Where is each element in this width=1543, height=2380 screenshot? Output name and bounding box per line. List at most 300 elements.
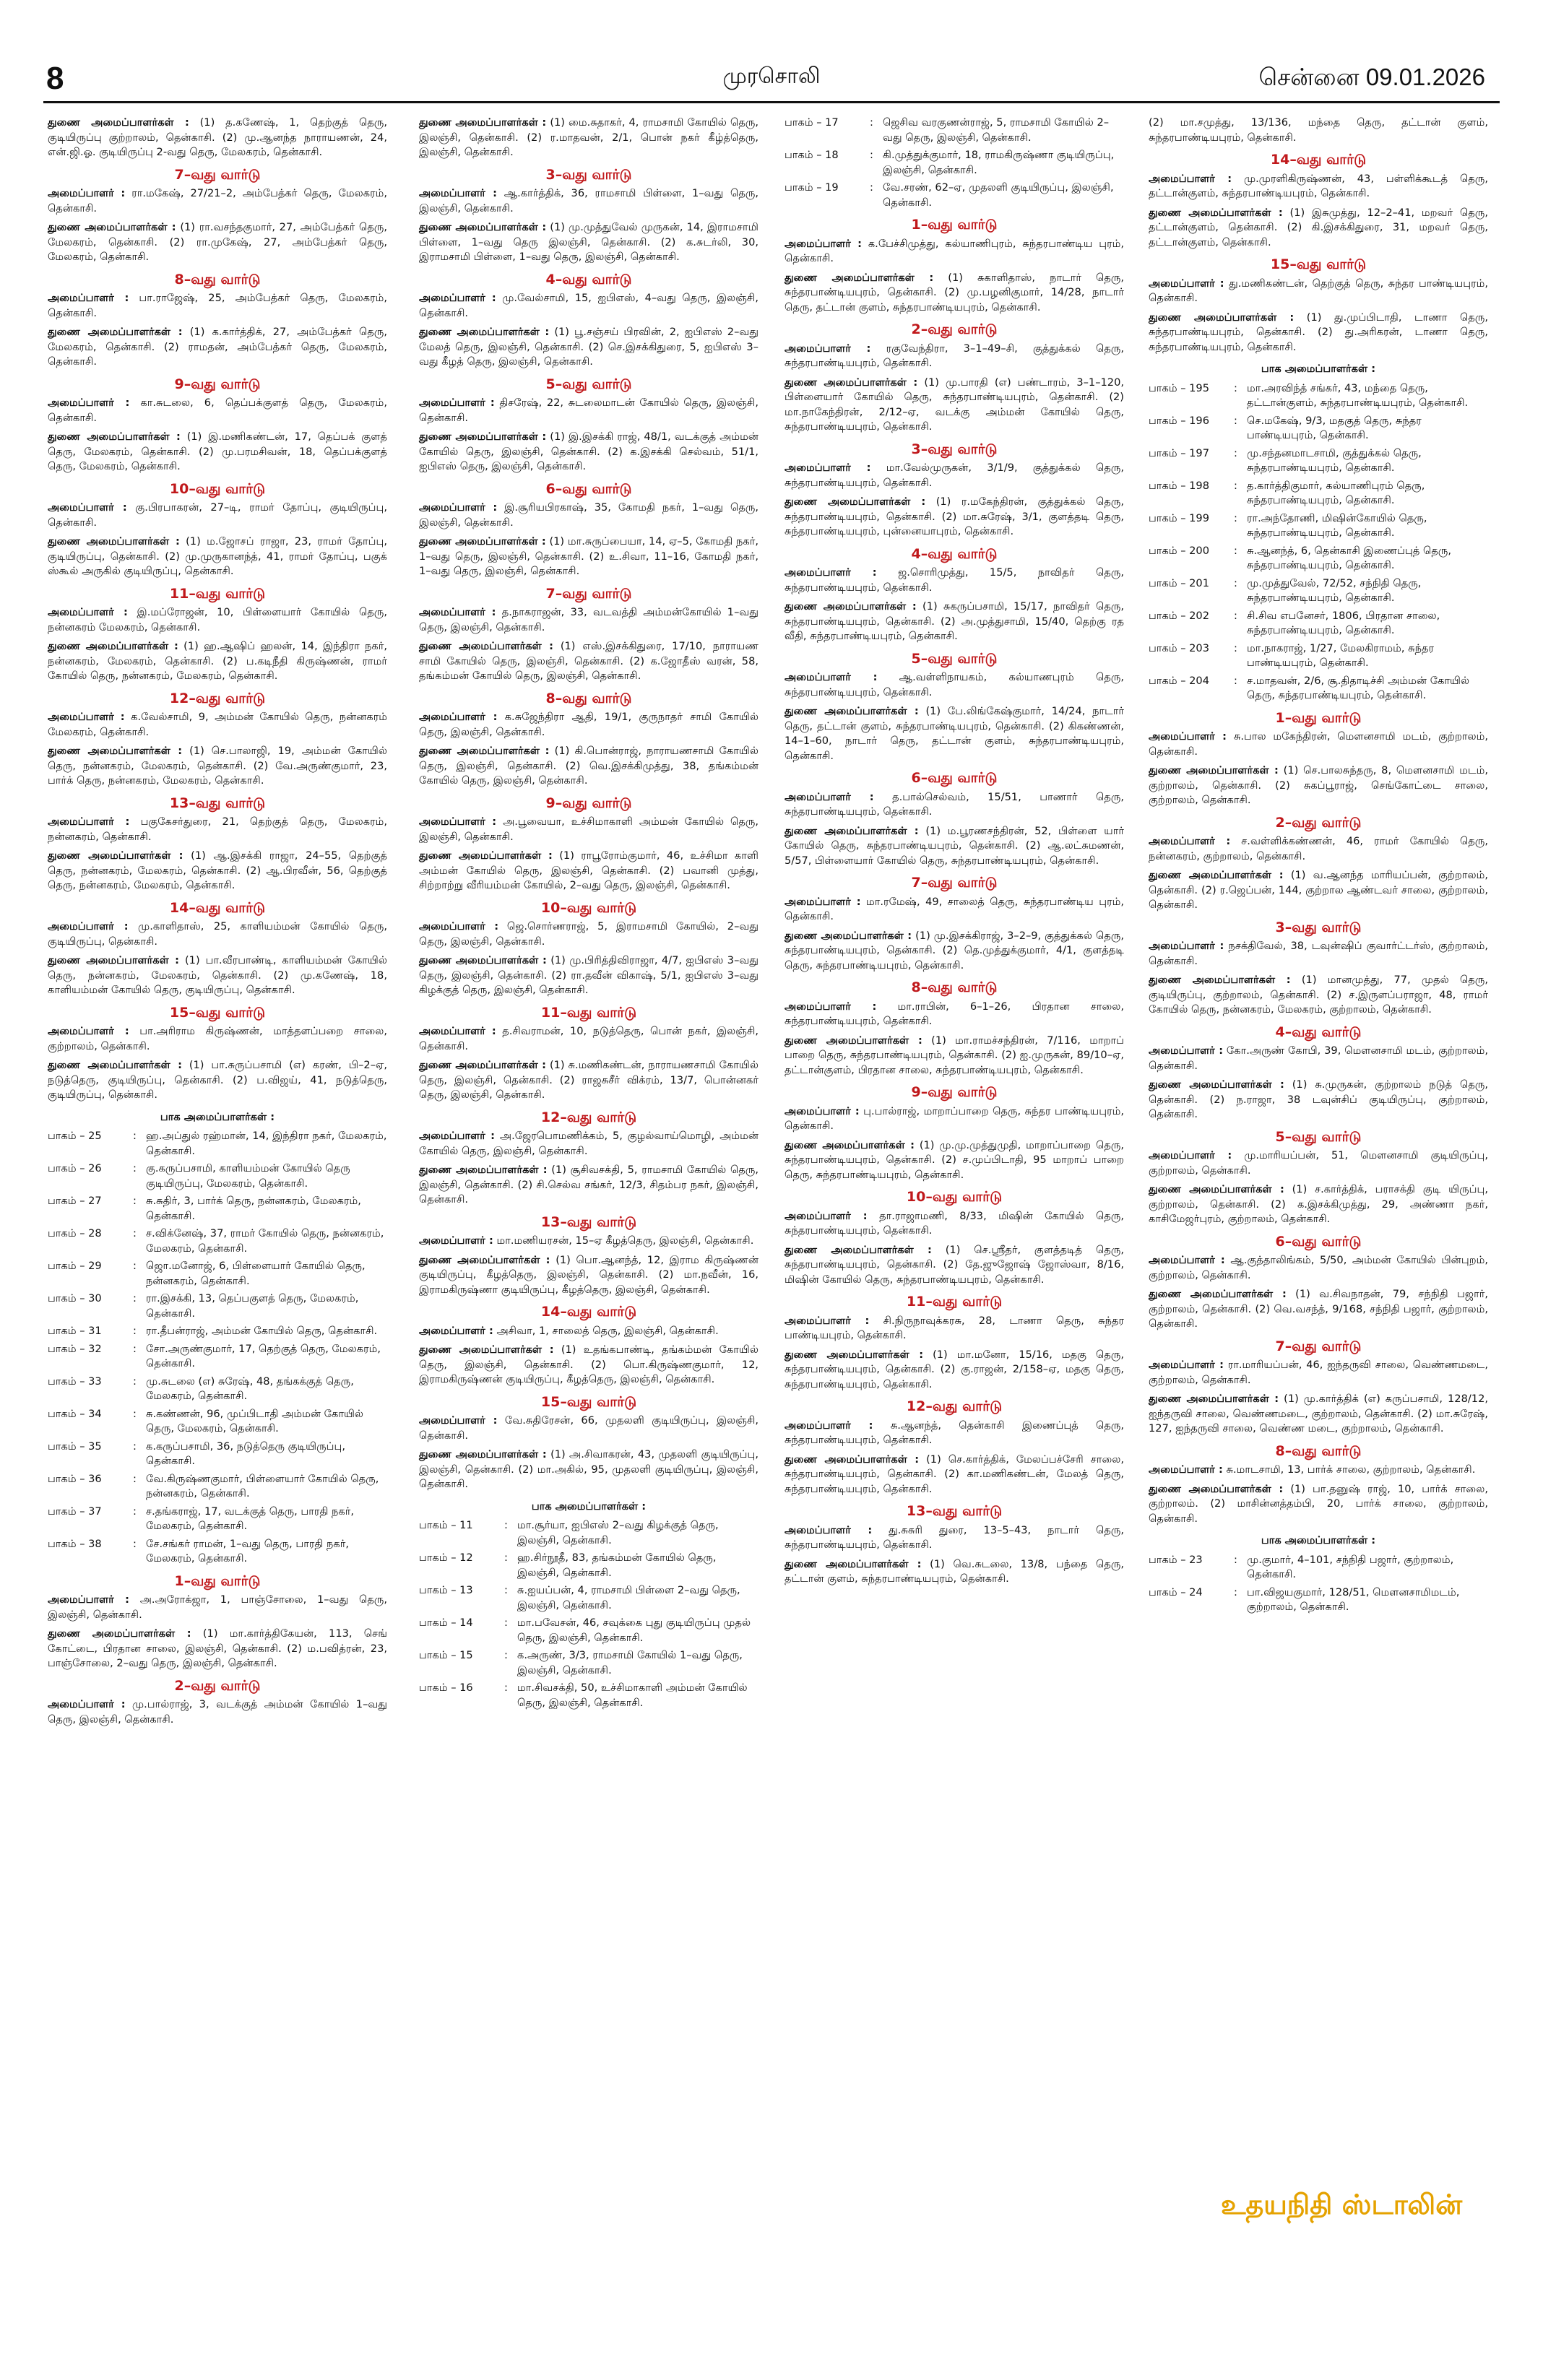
entry-role-label: அமைப்பாளர் :	[785, 566, 877, 579]
booth-number: பாகம் – 195	[1149, 381, 1209, 394]
entry-details: (1) ரா.வசந்தகுமார், 27, அம்பேத்கர் தெரு, மேலகரம், தென்காசி. (2) ரா.முகேஷ், 27, அம்பேத்கர் தெரு, மேலகரம், தென்காசி.	[48, 221, 387, 263]
booth-number: பாகம் – 199	[1149, 511, 1209, 524]
booth-colon: :	[504, 1617, 508, 1629]
booth-number: பாகம் – 15	[419, 1649, 473, 1661]
entry-details: (1) பொ.ஆனந்த், 12, இராம கிருஷ்ணன் குடியிருப்பு, கீழத்தெரு, இலஞ்சி, தென்காசி. (2) மா.நவீன், 16, இராமகிருஷ்ணா குடியிருப்பு, கீழத்தெரு, இலஞ்சி, தென்காசி.	[419, 1253, 758, 1296]
entry-paragraph	[48, 116, 387, 160]
entry-paragraph	[48, 1593, 387, 1622]
entry-paragraph	[419, 1253, 758, 1298]
entry-details: (1) இ.இசக்கி ராஜ், 48/1, வடக்குத் அம்மன் கோயில் தெரு, இலஞ்சி, தென்காசி. (2) க.இசக்கி செல்வம், 51/1, ஐபிஎஸ் தெரு, இலஞ்சி, தென்காசி.	[419, 430, 758, 472]
booth-number: பாகம் – 16	[419, 1682, 473, 1694]
booth-entry	[419, 1551, 758, 1580]
booth-details: ரா.இசக்கி, 13, தெப்பகுளத் தெரு, மேலகரம், தென்காசி.	[146, 1292, 359, 1320]
entry-paragraph	[785, 895, 1124, 925]
entry-role-label: துணை அமைப்பாளர்கள் :	[785, 271, 934, 284]
entry-details: து.சுசுரி துரை, 13–5–43, நாடார் தெரு, சுந்தரபாண்டியபுரம், தென்காசி.	[785, 1523, 1125, 1551]
ward-heading: 15–வது வார்டு	[540, 1393, 637, 1410]
entry-paragraph	[1149, 1148, 1488, 1178]
booth-entry	[48, 1375, 387, 1404]
booth-details: ரா.அந்தோணி, மிஷின்கோயில் தெரு, சுந்தரபாண்டியபுரம், தென்காசி.	[1247, 511, 1427, 539]
entry-role-label: அமைப்பாளர் :	[48, 920, 129, 932]
booth-details: மா.சூர்யா, ஐபிஎஸ் 2–வது கிழக்குத் தெரு, இலஞ்சி, தென்காசி.	[517, 1519, 719, 1546]
booth-entry	[48, 1505, 387, 1534]
entry-details: (1) வ.சிவநாதன், 79, சந்நிதி பஜார், குற்றாலம், தென்காசி. (2) வெ.வசந்த், 9/168, சந்நிதி பஜார், குற்றாலம், தென்காசி.	[1149, 1288, 1488, 1330]
entry-role-label: துணை அமைப்பாளர்கள் :	[48, 1059, 182, 1071]
entry-details: (1) எஸ்.இசக்கிதுரை, 17/10, நாராயண சாமி கோயில் தெரு, இலஞ்சி, தென்காசி. (2) க.ஜோதீஸ் வரன், 58, தங்கம்மன் கோயில் தெரு, இலஞ்சி, தென்காசி.	[419, 640, 758, 682]
booth-entry	[48, 1324, 387, 1339]
entry-details: (1) த.கணேஷ், 1, தெற்குத் தெரு, குடியிருப்பு குற்றாலம், தென்காசி. (2) மு.ஆனந்த நாராயணன், 24, என்.ஜி.ஓ. குடியிருப்பு 2-வது தெரு, மேலகரம், தென்காசி.	[48, 116, 388, 158]
entry-details: பா.அரிராம கிருஷ்ணன், மாத்தளப்பறை சாலை, குற்றாலம், தென்காசி.	[48, 1025, 388, 1052]
booth-number: பாகம் – 200	[1149, 544, 1209, 557]
entry-role-label: துணை அமைப்பாளர்கள் :	[1149, 764, 1279, 776]
entry-details: (1) மை.சுதாகர், 4, ராமசாமி கோயில் தெரு, இலஞ்சி, தென்காசி. (2) ர.மாதவன், 2/1, பொன் நகர் கீழ்த்தெரு, இலஞ்சி, தென்காசி.	[419, 116, 758, 158]
entry-role-label: துணை அமைப்பாளர்கள் :	[1149, 1078, 1284, 1091]
entry-details: (1) வெ.சுடலை, 13/8, பந்தை தெரு, தட்டான் குளம், சுந்தரபாண்டியபுரம், தென்காசி.	[785, 1557, 1125, 1585]
booth-details: மு.சுடலை (எ) சுரேஷ், 48, தங்கக்குத் தெரு, மேலகரம், தென்காசி.	[146, 1375, 354, 1402]
entry-role-label: அமைப்பாளர் :	[1149, 1149, 1232, 1161]
entry-paragraph	[785, 271, 1124, 316]
masthead	[0, 0, 1543, 108]
entry-details: (1) உதங்கபாண்டி, தங்கம்மன் கோயில் தெரு, இலஞ்சி, தென்காசி. (2) பொ.கிருஷ்ணகுமார், 12, இராமகிருஷ்ணன் குடியிருப்பு, கீழத்தெரு, இலஞ்சி, தென்காசி.	[419, 1343, 758, 1385]
booth-colon: :	[1234, 1585, 1237, 1598]
entry-role-label: துணை அமைப்பாளர்கள் :	[419, 954, 547, 966]
ward-heading: 10–வது வார்டு	[169, 480, 266, 497]
booth-colon: :	[133, 1325, 137, 1337]
booth-details: ச.தங்கராஜ், 17, வடக்குத் தெரு, பாரதி நகர், மேலகரம், தென்காசி.	[146, 1505, 354, 1532]
booth-colon: :	[133, 1472, 137, 1485]
booth-number: பாகம் – 33	[48, 1375, 102, 1388]
column-4	[1149, 116, 1488, 1618]
entry-details: (1) பா.சுருப்பசாமி (எ) கரண், பி–2–ஏ, நடுத்தெரு, குடியிருப்பு, தென்காசி. (2) ப.விஜய், 41, நடுத்தெரு, குடியிருப்பு, தென்காசி.	[48, 1059, 388, 1101]
entry-paragraph	[48, 220, 387, 265]
entry-details: (1) ர.மகேந்திரன், குத்துக்கல் தெரு, சுந்தரபாண்டியபுரம், தென்காசி. (2) மா.சுரேஷ், 3/1, குளத்தடி தெரு, சுந்தரபாண்டியபுரம், புன்னையாபுரம், தென்காசி.	[785, 496, 1125, 537]
entry-paragraph	[785, 1243, 1124, 1288]
entry-details: (1) பா.தனுஷ் ராஜ், 10, பார்க் சாலை, குற்றாலம். (2) மாசின்னத்தம்பி, 20, பார்க் சாலை, குற்றாலம், தென்காசி.	[1149, 1482, 1488, 1525]
booth-number: பாகம் – 28	[48, 1227, 102, 1239]
ward-heading: 10–வது வார்டு	[906, 1189, 1003, 1205]
ward-heading: 12–வது வார்டு	[540, 1109, 637, 1125]
entry-paragraph	[785, 1523, 1124, 1553]
booth-details: ச.விக்னேஷ், 37, ராமர் கோயில் தெரு, நன்னகரம், மேலகரம், தென்காசி.	[146, 1227, 384, 1255]
booth-number: பாகம் – 14	[419, 1617, 473, 1629]
booth-colon: :	[133, 1292, 137, 1304]
entry-paragraph	[48, 186, 387, 216]
booth-details: மா.பவேசன், 46, சவுக்கை புது குடியிருப்பு முதல் தெரு, இலஞ்சி, தென்காசி.	[517, 1617, 751, 1644]
entry-role-label: அமைப்பாளர் :	[419, 187, 497, 199]
booth-number: பாகம் – 198	[1149, 479, 1209, 492]
entry-details: த.பால்செல்வம், 15/51, பாணார் தெரு, சுந்தரபாண்டியபுரம், தென்காசி.	[785, 790, 1125, 818]
ward-heading: 14–வது வார்டு	[540, 1304, 637, 1320]
entry-role-label: துணை அமைப்பாளர்கள் :	[1149, 869, 1284, 881]
entry-role-label: அமைப்பாளர் :	[419, 501, 498, 514]
ward-heading: 7–வது வார்டு	[174, 166, 261, 183]
dateline: சென்னை 09.01.2026	[1258, 64, 1485, 90]
booth-entry	[48, 1342, 387, 1372]
entry-role-label: துணை அமைப்பாளர்கள் :	[785, 1453, 920, 1466]
booth-entry	[1149, 609, 1488, 639]
entry-role-label: அமைப்பாளர் :	[1149, 1254, 1225, 1266]
entry-role-label: அமைப்பாளர் :	[48, 1698, 126, 1710]
entry-role-label: துணை அமைப்பாளர்கள் :	[785, 929, 912, 942]
entry-details: பா.ராஜேஷ், 25, அம்பேத்கர் தெரு, மேலகரம், தென்காசி.	[48, 292, 387, 319]
entry-details: (1) செ.பாலாஜி, 19, அம்மன் கோயில் தெரு, நன்னகரம், மேலகரம், தென்காசி. (2) வே.அருண்குமார், 23, பார்க் தெரு, நன்னகரம், மேலகரம், தென்காசி.	[48, 745, 388, 787]
entry-role-label: துணை அமைப்பாளர்கள் :	[419, 640, 553, 652]
booth-entry	[419, 1681, 758, 1710]
ward-heading: 3–வது வார்டு	[911, 441, 998, 457]
entry-paragraph	[48, 501, 387, 530]
entry-paragraph	[419, 849, 758, 893]
entry-role-label: அமைப்பாளர் :	[419, 1025, 496, 1037]
entry-paragraph	[1149, 763, 1488, 808]
booth-details: ச.மாதவன், 2/6, சூ.திதாடிச்சி அம்மன் கோயில் தெரு, சுந்தரபாண்டியபுரம், தென்காசி.	[1247, 674, 1470, 701]
entry-paragraph	[1149, 1358, 1488, 1388]
entry-paragraph	[419, 501, 758, 530]
entry-role-label: அமைப்பாளர் :	[48, 1593, 129, 1606]
entry-paragraph	[48, 535, 387, 579]
entry-details: (1) மு.கார்த்திக் (எ) கருப்பசாமி, 128/12, ஐந்தருவி சாலை, வெண்ணமடை, குற்றாலம், தென்காசி. (2) மா.சுரேஷ், 127, ஐந்தருவி சாலை, வெண்ண மடை, குற்றாலம், தென்காசி.	[1149, 1393, 1488, 1435]
entry-role-label: துணை அமைப்பாளர்கள் :	[48, 326, 183, 338]
booth-colon: :	[133, 1407, 137, 1420]
entry-role-label: துணை அமைப்பாளர்கள் :	[48, 745, 183, 757]
entry-paragraph	[785, 566, 1124, 595]
ward-heading: 10–வது வார்டு	[540, 899, 637, 916]
entry-role-label: அமைப்பாளர் :	[419, 920, 499, 932]
entry-role-label: அமைப்பாளர் :	[1149, 1359, 1224, 1371]
ward-heading: 15–வது வார்டு	[1270, 256, 1367, 272]
header-rule	[43, 101, 1500, 103]
entry-details: (1) ம.ஜோசப் ராஜா, 23, ராமர் தோப்பு, குடியிருப்பு, தென்காசி. (2) மு.முருகானந்த், 41, ராமர் தோப்பு, பகுக் ஸ்கூல் அருகில் குடியிருப்பு, தென்காசி.	[48, 535, 387, 577]
booth-details: மு.குமார், 4–101, சந்நிதி பஜார், குற்றாலம், தென்காசி.	[1247, 1553, 1454, 1580]
ward-heading: 8–வது வார்டு	[1275, 1442, 1362, 1459]
entry-details: (1) சு.முருகன், குற்றாலம் நடுத் தெரு, தென்காசி. (2) ந.ராஜா, 38 டவுன்சிப் குடியிருப்பு, குற்றாலம், தென்காசி.	[1149, 1078, 1488, 1120]
booth-details: வே.சரண், 62–ஏ, முதலளி குடியிருப்பு, இலஞ்சி, தென்காசி.	[883, 181, 1114, 209]
entry-paragraph	[1149, 1253, 1488, 1283]
entry-role-label: துணை அமைப்பாளர்கள் :	[419, 326, 550, 338]
entry-paragraph	[785, 1104, 1124, 1134]
entry-paragraph	[785, 1000, 1124, 1029]
entry-details: (1) சூசிவசக்தி, 5, ராமசாமி கோயில் தெரு, இலஞ்சி, தென்காசி. (2) சி.செல்வ சங்கர், 12/3, சிதம்பர நகர், இலஞ்சி, தென்காசி.	[419, 1164, 758, 1206]
entry-role-label: துணை அமைப்பாளர்கள் :	[419, 1448, 547, 1461]
ward-heading: 6–வது வார்டு	[1275, 1233, 1362, 1250]
booth-number: பாகம் – 24	[1149, 1585, 1203, 1598]
column-2	[419, 116, 758, 1713]
entry-role-label: அமைப்பாளர் :	[419, 292, 496, 304]
booth-number: பாகம் – 11	[419, 1519, 473, 1531]
entry-paragraph	[1149, 939, 1488, 969]
entry-paragraph	[1149, 834, 1488, 864]
booth-entry	[1149, 641, 1488, 671]
entry-details: சி.நிருநாவுக்கரசு, 28, டாணா தெரு, சுந்தர பாண்டியபுரம், தென்காசி.	[785, 1314, 1124, 1341]
ward-heading: 13–வது வார்டு	[540, 1213, 637, 1230]
entry-paragraph	[785, 1453, 1124, 1497]
entry-role-label: அமைப்பாளர் :	[785, 895, 861, 908]
ward-heading: 6–வது வார்டு	[911, 770, 998, 786]
entry-role-label: அமைப்பாளர் :	[48, 606, 128, 618]
ward-heading: 8–வது வார்டு	[545, 690, 632, 706]
booth-entry	[419, 1616, 758, 1645]
entry-details: (1) ஆ.இசக்கி ராஜா, 24–55, தெற்குத் தெரு, நன்னகரம், மேலகரம், தென்காசி. (2) ஆ.பிரவீன், 56, தெற்குத் தெரு, நன்னகரம், மேலகரம், தென்காசி.	[48, 849, 388, 891]
entry-paragraph	[419, 815, 758, 844]
entry-role-label: அமைப்பாளர் :	[48, 501, 127, 514]
entry-paragraph	[419, 639, 758, 684]
entry-paragraph	[1149, 1044, 1488, 1073]
column-3	[785, 116, 1124, 1591]
entry-role-label: துணை அமைப்பாளர்கள் :	[785, 1348, 924, 1361]
entry-role-label: அமைப்பாளர் :	[785, 1104, 860, 1117]
booth-colon: :	[133, 1227, 137, 1239]
entry-details: சு.மாடசாமி, 13, பார்க் சாலை, குற்றாலம், தென்காசி.	[1226, 1463, 1476, 1476]
entry-paragraph	[419, 953, 758, 998]
entry-paragraph	[785, 1419, 1124, 1448]
entry-paragraph	[48, 396, 387, 425]
entry-paragraph	[785, 1138, 1124, 1183]
booth-number: பாகம் – 19	[785, 181, 839, 194]
entry-role-label: அமைப்பாளர் :	[1149, 730, 1227, 743]
booth-details: மு.முத்துவேல், 72/52, சந்நிதி தெரு, சுந்தரபாண்டியபுரம், தென்காசி.	[1247, 576, 1422, 604]
entry-details: (1) மு.முத்துவேல் முருகன், 14, இராமசாமி பிள்ளை, 1–வது தெரு இலஞ்சி, தென்காசி. (2) க.சுடர்லி, 30, இராமசாமி பிள்ளை, 1–வது தெரு, இலஞ்சி, தென்காசி.	[419, 221, 759, 263]
entry-role-label: அமைப்பாளர் :	[785, 1419, 873, 1432]
entry-role-label: துணை அமைப்பாளர்கள் :	[785, 1138, 915, 1151]
entry-role-label: அமைப்பாளர் :	[48, 397, 130, 409]
entry-paragraph	[1149, 868, 1488, 913]
booth-entry	[1149, 446, 1488, 476]
ward-heading: 4–வது வார்டு	[545, 271, 632, 287]
booth-colon: :	[133, 1375, 137, 1388]
booth-entry	[48, 1291, 387, 1321]
entry-details: (1) மு.பிரித்திவிராஜா, 4/7, ஐபிஎஸ் 3–வது தெரு, இலஞ்சி, தென்காசி. (2) ரா.தவீன் விகாஷ், 5/1, ஐபிஎஸ் 3–வது கிழக்குத் தெரு, இலஞ்சி, தென்காசி.	[419, 954, 758, 996]
entry-paragraph	[419, 1024, 758, 1054]
booth-details: சோ.அருண்குமார், 17, தெற்குத் தெரு, மேலகரம், தென்காசி.	[146, 1342, 381, 1369]
entry-paragraph	[48, 1627, 387, 1671]
booth-entry	[1149, 381, 1488, 411]
entry-details: (1) மு.பாரதி (எ) பண்டாரம், 3–1–120, பிள்ளையார் கோயில் தெரு, சுந்தரபாண்டியபுரம், தென்காசி. (2) மா.நாகேந்திரன், 2/12–ஏ, வடக்கு அம்மன் கோயில் தெரு, சுந்தரபாண்டியபுரம், தென்காசி.	[785, 376, 1125, 433]
entry-paragraph	[1149, 1482, 1488, 1527]
booth-details: சு.கண்ணன், 96, முப்பிடாதி அம்மன் கோயில் தெரு, மேலகரம், தென்காசி.	[146, 1407, 364, 1435]
entry-role-label: அமைப்பாளர் :	[48, 1025, 129, 1037]
entry-details: கோ.அருண் கோபி, 39, மௌனசாமி மடம், குற்றாலம், தென்காசி.	[1149, 1044, 1489, 1072]
entry-details: மு.காளிதாஸ், 25, காளியம்மன் கோயில் தெரு, குடியிருப்பு, தென்காசி.	[48, 920, 387, 948]
entry-paragraph	[419, 116, 758, 160]
entry-details: இ.சூரியபிரகாஷ், 35, கோமதி நகர், 1–வது தெரு, இலஞ்சி, தென்காசி.	[419, 501, 759, 529]
entry-paragraph	[419, 1234, 758, 1249]
booth-number: பாகம் – 37	[48, 1505, 102, 1518]
entry-role-label: அமைப்பாளர் :	[1149, 1463, 1223, 1476]
booth-entry	[1149, 479, 1488, 509]
entry-details: மா.வேல்முருகன், 3/1/9, குத்துக்கல் தெரு, சுந்தரபாண்டியபுரம், தென்காசி.	[785, 462, 1124, 489]
entry-paragraph	[419, 1414, 758, 1443]
booth-number: பாகம் – 38	[48, 1537, 102, 1550]
entry-paragraph	[785, 495, 1124, 540]
entry-role-label: அமைப்பாளர் :	[419, 1324, 493, 1337]
booth-details: க.அருண், 3/3, ராமசாமி கோயில் 1–வது தெரு, இலஞ்சி, தென்காசி.	[517, 1649, 743, 1676]
ward-heading: 11–வது வார்டு	[540, 1004, 637, 1021]
entry-details: சு.பால மகேந்திரன், மௌனசாமி மடம், குற்றாலம், தென்காசி.	[1149, 730, 1488, 758]
booth-number: பாகம் – 26	[48, 1162, 102, 1174]
entry-paragraph	[48, 1697, 387, 1727]
booth-number: பாகம் – 201	[1149, 576, 1209, 589]
ward-heading: 8–வது வார்டு	[911, 979, 998, 995]
booth-colon: :	[133, 1130, 137, 1142]
entry-details: (1) இ.மணிகண்டன், 17, தெப்பக் குளத் தெரு, மேலகரம், தென்காசி. (2) மு.பரமசிவன், 18, தெப்பக்குளத் தெரு, மேலகரம், தென்காசி.	[48, 430, 387, 472]
booth-details: சு.சுதிர், 3, பார்க் தெரு, நன்னகரம், மேலகரம், தென்காசி.	[146, 1195, 361, 1222]
entry-paragraph	[419, 430, 758, 475]
entry-role-label: அமைப்பாளர் :	[1149, 172, 1232, 185]
entry-paragraph	[419, 1448, 758, 1492]
entry-details: து.மணிகண்டன், தெற்குத் தெரு, சுந்தர பாண்டியபுரம், தென்காசி.	[1149, 277, 1489, 304]
entry-role-label: துணை அமைப்பாளர்கள் :	[1149, 206, 1283, 219]
entry-role-label: அமைப்பாளர் :	[785, 790, 874, 803]
booth-number: பாகம் – 23	[1149, 1553, 1203, 1566]
entry-role-label: துணை அமைப்பாளர்கள் :	[48, 849, 183, 862]
entry-details: (1) பா.வீரபாண்டி, காளியம்மன் கோயில் தெரு, நன்னகரம், மேலகரம், தென்காசி. (2) மு.கணேஷ், 18, காளியம்மன் கோயில் தெரு, குடியிருப்பு, தென்காசி.	[48, 954, 388, 996]
ward-heading: 4–வது வார்டு	[911, 545, 998, 562]
entry-details: (1) பே.லிங்கேஷ்குமார், 14/24, நாடார் தெரு, தட்டான் குளம், சுந்தரபாண்டியபுரம், தென்காசி. (2) கிகண்ணன், 14–1–60, நாடார் தெரு, தட்டான் குளம், சுந்தரபாண்டியபுரம், தென்காசி.	[785, 705, 1124, 762]
entry-role-label: துணை அமைப்பாளர்கள் :	[419, 1059, 547, 1071]
entry-details: க.சுஜேந்திரா ஆதி, 19/1, குருநாதர் சாமி கோயில் தெரு, இலஞ்சி, தென்காசி.	[419, 711, 759, 738]
entry-role-label: அமைப்பாளர் :	[785, 1523, 873, 1536]
entry-role-label: துணை அமைப்பாளர்கள் :	[1149, 1183, 1284, 1195]
entry-paragraph	[48, 1058, 387, 1103]
ward-heading: 13–வது வார்டு	[169, 795, 266, 811]
entry-paragraph	[785, 1314, 1124, 1343]
entry-role-label: அமைப்பாளர் :	[419, 1414, 498, 1427]
entry-paragraph	[785, 600, 1124, 644]
entry-details: திசரேஷ், 22, சுடலைமாடன் கோயில் தெரு, இலஞ்சி, தென்காசி.	[419, 397, 759, 424]
entry-role-label: அமைப்பாளர் :	[1149, 940, 1224, 952]
ward-heading: 14–வது வார்டு	[1270, 152, 1367, 168]
entry-details: பு.பால்ராஜ், மாறாப்பாறை தெரு, சுந்தர பாண்டியபுரம், தென்காசி.	[785, 1104, 1124, 1132]
entry-role-label: அமைப்பாளர் :	[785, 342, 871, 355]
booth-colon: :	[1234, 609, 1237, 622]
ward-heading: 11–வது வார்டு	[906, 1294, 1003, 1310]
booth-entry	[48, 1407, 387, 1437]
entry-details: (1) இசுமுத்து, 12–2–41, மறவர் தெரு, தட்டான்குளம், தென்காசி. (2) கி.இசக்கிதுரை, 31, மறவர் தெரு, தட்டான்குளம், தென்காசி.	[1149, 206, 1489, 248]
booth-details: மு.சந்தனமாடசாமி, குத்துக்கல் தெரு, சுந்தரபாண்டியபுரம், தென்காசி.	[1247, 446, 1422, 474]
entry-paragraph	[48, 430, 387, 475]
booth-details: ஜொ.மனோஜ், 6, பிள்ளையார் கோயில் தெரு, நன்னகரம், தென்காசி.	[146, 1260, 366, 1287]
section-heading: பாக அமைப்பாளர்கள் :	[531, 1500, 647, 1513]
entry-paragraph	[419, 1343, 758, 1388]
entry-paragraph	[419, 744, 758, 789]
entry-role-label: அமைப்பாளர் :	[1149, 277, 1224, 290]
entry-paragraph	[785, 1209, 1124, 1239]
entry-paragraph	[419, 220, 758, 265]
booth-details: ஹ.சிர்நூதீ, 83, தங்கம்மன் கோயில் தெரு, இலஞ்சி, தென்காசி.	[517, 1552, 717, 1579]
booth-number: பாகம் – 31	[48, 1325, 102, 1337]
entry-role-label: அமைப்பாளர் :	[785, 462, 871, 474]
entry-paragraph	[1149, 172, 1488, 202]
entry-details: (1) க.கார்த்திக், 27, அம்பேத்கர் தெரு, மேலகரம், தென்காசி. (2) ராமதன், அம்பேத்கர் தெரு, மேலகரம், தென்காசி.	[48, 326, 387, 368]
entry-paragraph	[48, 325, 387, 370]
ward-heading: 7–வது வார்டு	[545, 585, 632, 602]
entry-details: அசிவா, 1, சாலைத் தெரு, இலஞ்சி, தென்காசி.	[496, 1324, 719, 1337]
entry-paragraph	[1149, 1463, 1488, 1478]
entry-role-label: துணை அமைப்பாளர்கள் :	[1149, 974, 1291, 986]
booth-colon: :	[1234, 544, 1237, 557]
entry-details: மா.மணியரசன், 15–ஏ கீழத்தெரு, இலஞ்சி, தென்காசி.	[496, 1234, 754, 1247]
entry-details: மு.மாரியப்பன், 51, மௌனசாமி குடியிருப்பு, குற்றாலம், தென்காசி.	[1149, 1149, 1489, 1177]
entry-role-label: அமைப்பாளர் :	[785, 671, 878, 683]
booth-details: சி.சிவ எபனேசர், 1806, பிரதான சாலை, சுந்தரபாண்டியபுரம், தென்காசி.	[1247, 609, 1440, 636]
entry-paragraph	[785, 237, 1124, 267]
entry-role-label: அமைப்பாளர் :	[1149, 1044, 1224, 1057]
ward-heading: 13–வது வார்டு	[906, 1503, 1003, 1519]
entry-paragraph	[48, 849, 387, 893]
entry-paragraph	[419, 1163, 758, 1208]
page-number: 8	[46, 61, 64, 96]
booth-number: பாகம் – 204	[1149, 674, 1209, 687]
entry-role-label: துணை அமைப்பாளர்கள் :	[419, 1164, 548, 1176]
booth-colon: :	[1234, 479, 1237, 492]
booth-colon: :	[870, 181, 873, 194]
booth-entry	[1149, 576, 1488, 606]
entry-role-label: அமைப்பாளர் :	[419, 606, 496, 618]
entry-details: க.வேல்சாமி, 9, அம்மன் கோயில் தெரு, நன்னகரம் மேலகரம், தென்காசி.	[48, 711, 388, 738]
entry-role-label: அமைப்பாளர் :	[419, 397, 495, 409]
entry-role-label: துணை அமைப்பாளர்கள் :	[419, 1253, 550, 1266]
ward-heading: 9–வது வார்டு	[545, 795, 632, 811]
entry-details: (1) சுகாளிதாஸ், நாடார் தெரு, சுந்தரபாண்டியபுரம், தென்காசி. (2) மு.பழனிகுமார், 14/28, நாடார் தெரு, தட்டான் குளம், சுந்தரபாண்டியபுரம், தென்காசி.	[785, 271, 1125, 313]
entry-paragraph	[1149, 973, 1488, 1018]
entry-paragraph	[419, 186, 758, 216]
booth-colon: :	[870, 149, 873, 161]
booth-details: சு.ஐயப்பன், 4, ராமசாமி பிள்ளை 2–வது தெரு, இலஞ்சி, தென்காசி.	[517, 1584, 740, 1611]
entry-paragraph	[419, 1129, 758, 1159]
ward-heading: 2–வது வார்டு	[911, 321, 998, 337]
entry-details: மு.வேல்சாமி, 15, ஐபிஎஸ், 4–வது தெரு, இலஞ்சி, தென்காசி.	[419, 292, 758, 319]
entry-details: க.பேச்சிமுத்து, கல்யாணிபுரம், சுந்தரபாண்டிய புரம், தென்காசி.	[785, 237, 1124, 264]
ward-heading: 4–வது வார்டு	[1275, 1024, 1362, 1040]
entry-role-label: அமைப்பாளர் :	[785, 237, 863, 250]
entry-details: (1) ம.பூரணசந்திரன், 52, பிள்ளை யார் கோயில் தெரு, சுந்தரபாண்டியபுரம், தென்காசி. (2) ஆ.லட்சுமணன், 5/57, பிள்ளையார் கோயில் தெரு, சுந்தரபாண்டியபுரம், தென்காசி.	[785, 824, 1124, 867]
booth-number: பாகம் – 197	[1149, 446, 1209, 459]
entry-paragraph	[1149, 206, 1488, 251]
entry-details: (1) செ.ஸ்ரீதர், குளத்தடித் தெரு, சுந்தரபாண்டியபுரம், தென்காசி. (2) தே.ஜுஜோஷ் ஜோஸ்வா, 8/16, மிஷின் கோயில் தெரு, சுந்தரபாண்டியபுரம், தென்காசி.	[785, 1243, 1125, 1286]
entry-paragraph	[419, 325, 758, 370]
entry-details: (1) மா.ராமச்சந்திரன், 7/116, மாறாப் பாறை தெரு, சுந்தரபாண்டியபுரம், தென்காசி. (2) ஐ.முருகன், 89/10–ஏ, தட்டான்குளம், பிரதான சாலை, சுந்தரபாண்டியபுரம், தென்காசி.	[785, 1034, 1125, 1076]
ward-heading: 14–வது வார்டு	[169, 899, 266, 916]
booth-details: சே.சங்கர் ராமன், 1–வது தெரு, பாரதி நகர், மேலகரம், தென்காசி.	[146, 1537, 349, 1565]
booth-entry	[48, 1194, 387, 1224]
booth-details: ரா.தீபன்ராஜ், அம்மன் கோயில் தெரு, தென்காசி.	[146, 1325, 378, 1337]
entry-role-label: அமைப்பாளர் :	[785, 1209, 868, 1222]
newspaper-name: முரசொலி	[722, 64, 821, 89]
booth-number: பாகம் – 29	[48, 1260, 102, 1272]
booth-entry	[419, 1648, 758, 1678]
ward-heading: 9–வது வார்டு	[911, 1084, 998, 1100]
entry-details: (1) ஹ.ஆஷிப் ஹலன், 14, இந்திரா நகர், நன்னகரம், மேலகரம், தென்காசி. (2) ப.கடிநீதி கிருஷ்ணன், ராமர் கோயில் தெரு, நன்னகரம், மேலகரம், தென்காசி.	[48, 640, 388, 682]
entry-paragraph	[419, 535, 758, 579]
entry-role-label: துணை அமைப்பாளர்கள் :	[48, 430, 181, 443]
entry-paragraph	[48, 919, 387, 949]
booth-details: பா.விஜயகுமார், 128/51, மௌனசாமிமடம், குற்றாலம், தென்காசி.	[1247, 1585, 1460, 1613]
entry-role-label: துணை அமைப்பாளர்கள் :	[419, 221, 547, 233]
booth-colon: :	[133, 1440, 137, 1453]
entry-details: (1) மா.சுருப்பையா, 14, ஏ–5, கோமதி நகர், 1–வது தெரு, இலஞ்சி, தென்காசி. (2) உ.சிவா, 11–16, கோமதி நகர், 1–வது தெரு, இலஞ்சி, தென்காசி.	[419, 535, 759, 577]
entry-role-label: துணை அமைப்பாளர்கள் :	[785, 1243, 932, 1256]
entry-details: ஆ.குத்தாலிங்கம், 5/50, அம்மன் கோயில் பின்புறம், குற்றாலம், தென்காசி.	[1149, 1254, 1489, 1281]
ward-heading: 2–வது வார்டு	[1275, 814, 1362, 831]
ward-heading: 12–வது வார்டு	[906, 1398, 1003, 1414]
entry-details: (1) சு.மணிகண்டன், நாராயணசாமி கோயில் தெரு, இலஞ்சி, தென்காசி. (2) ராஜசுசீர் விக்ரம், 13/7, பொன்னகர் தெரு, இலஞ்சி, தென்காசி.	[419, 1059, 758, 1101]
booth-colon: :	[133, 1162, 137, 1174]
entry-paragraph	[785, 1348, 1124, 1393]
booth-entry	[785, 181, 1124, 210]
ward-heading: 1–வது வார்டு	[1275, 709, 1362, 726]
entry-paragraph	[1149, 1182, 1488, 1227]
entry-paragraph	[785, 1034, 1124, 1078]
entry-role-label: அமைப்பாளர் :	[785, 1000, 877, 1013]
